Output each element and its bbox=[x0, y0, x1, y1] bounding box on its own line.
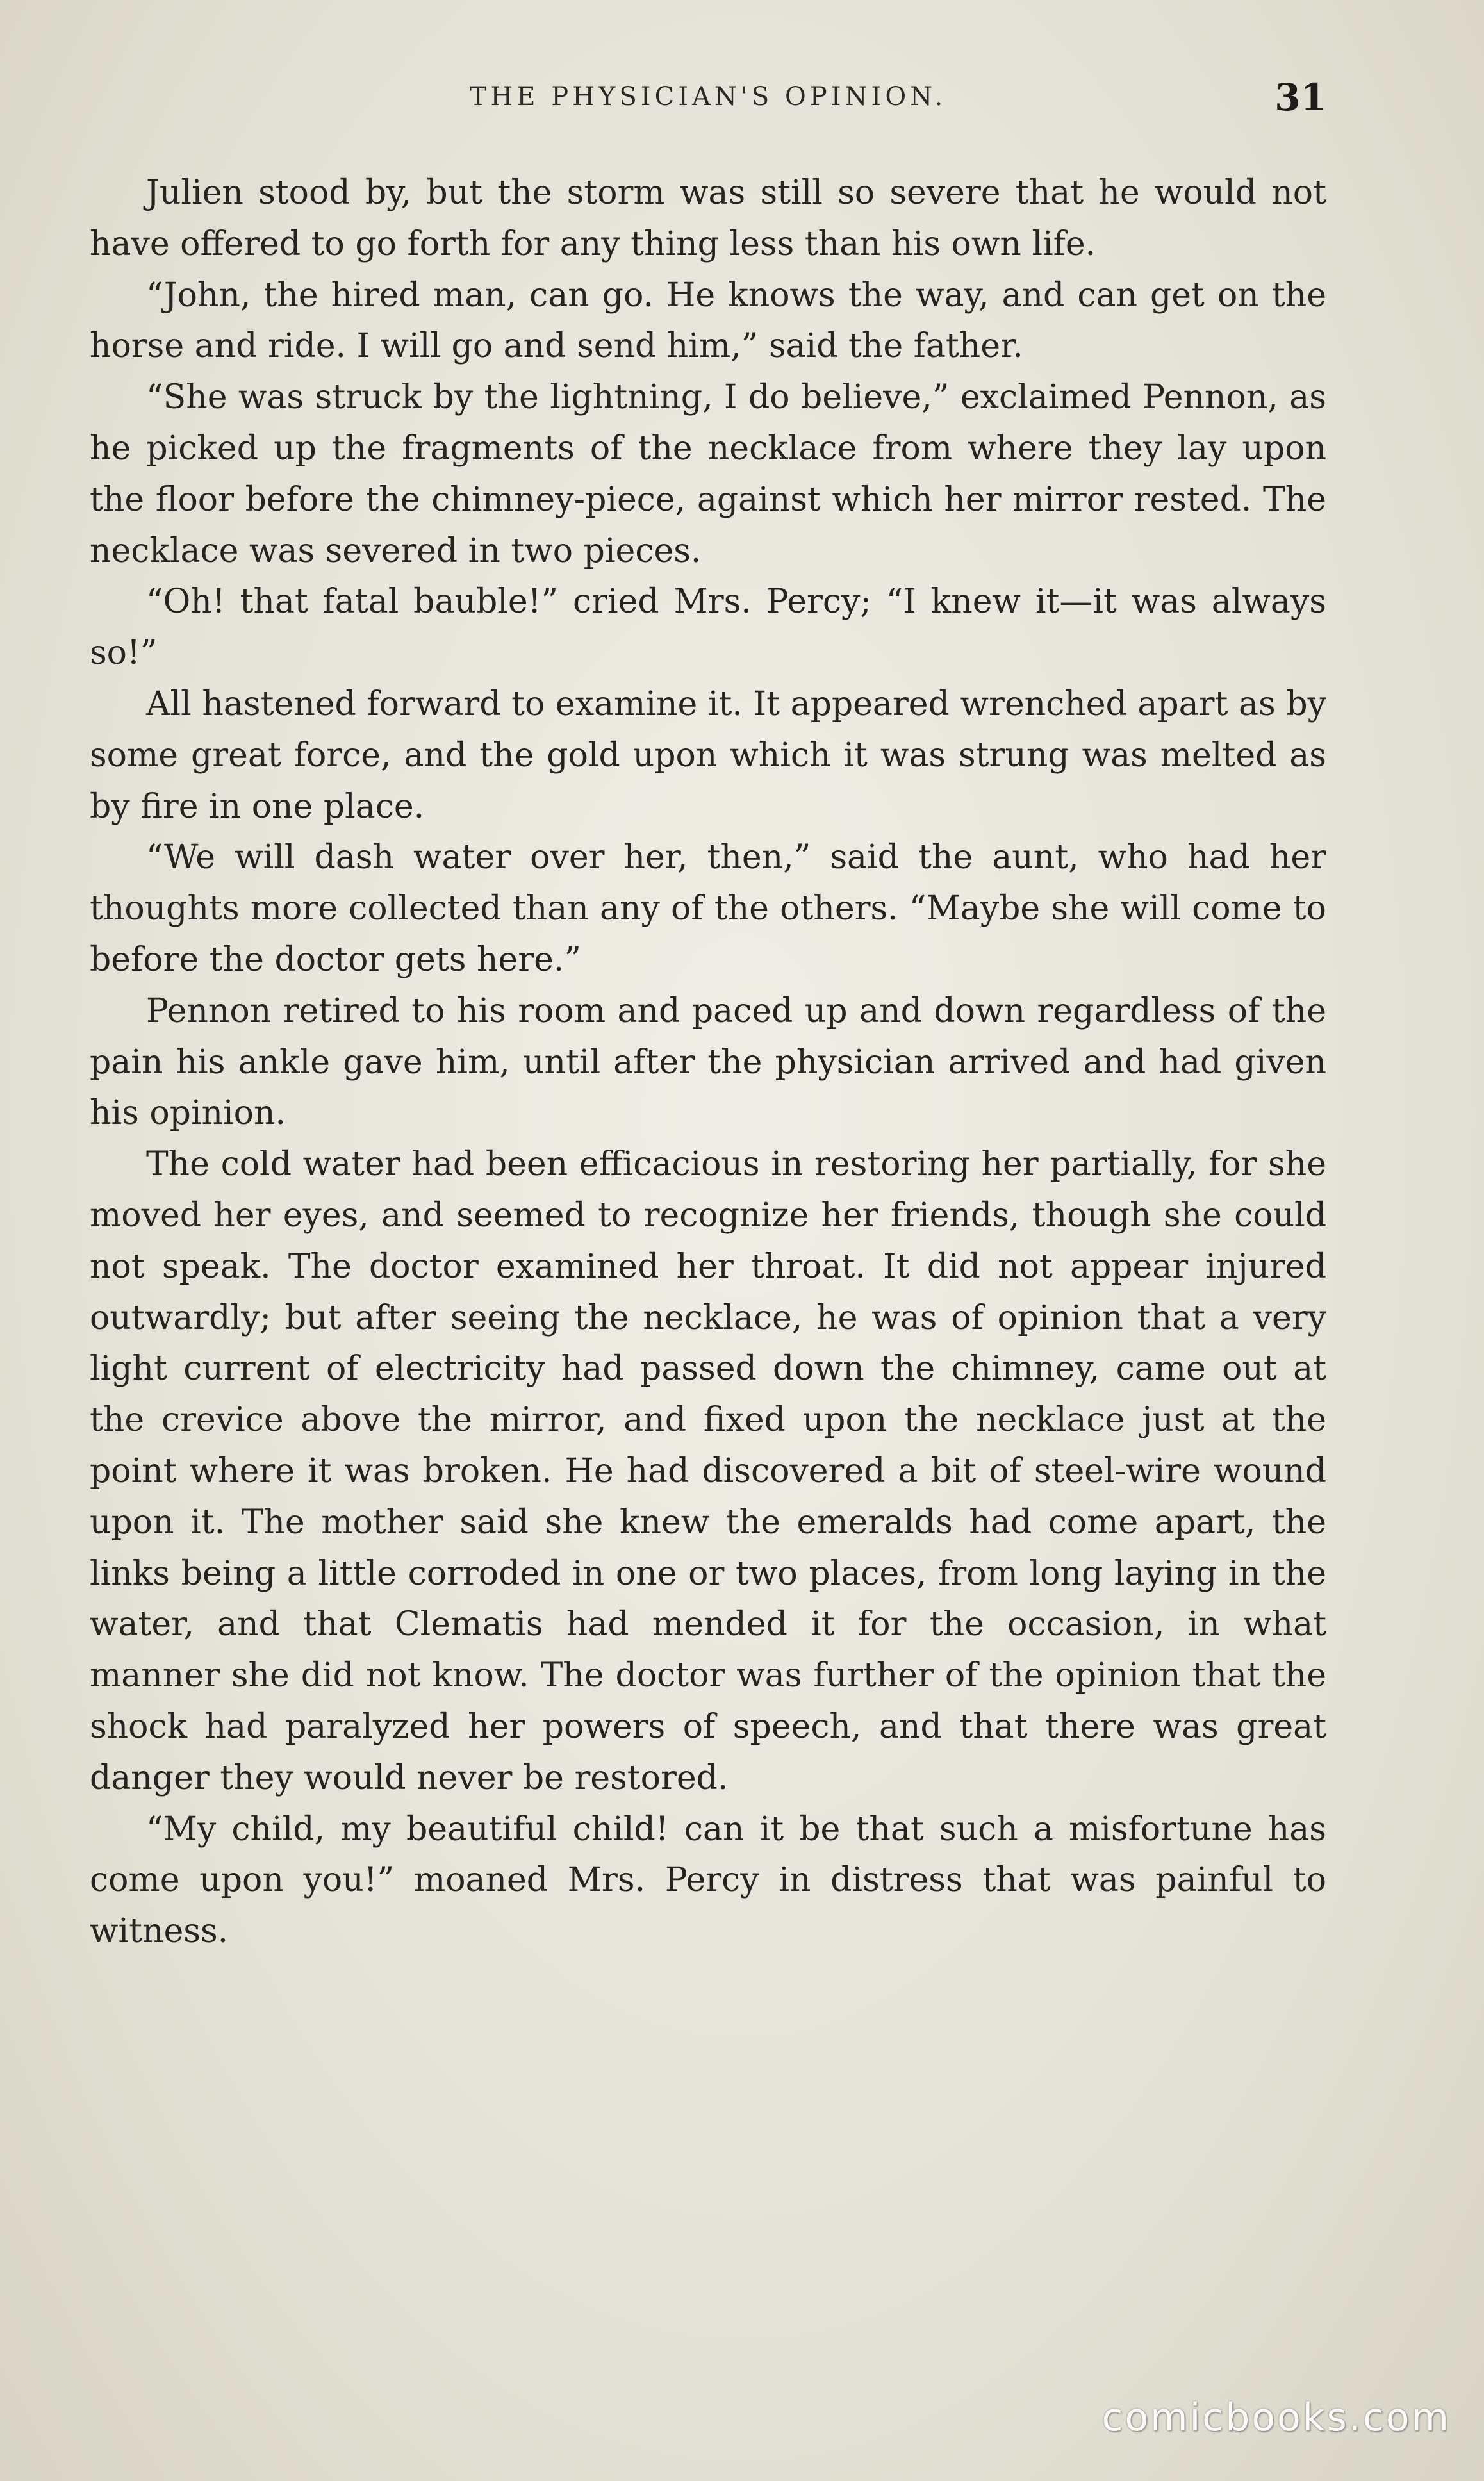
paragraph: “Oh! that fatal bauble!” cried Mrs. Percy; “I knew it—it was always so!” bbox=[90, 582, 1326, 673]
running-head bbox=[90, 76, 1326, 127]
paragraph: “We will dash water over her, then,” said the aunt, who had her thoughts more collected than any of the others. “Maybe she will come to before the doctor gets here.” bbox=[90, 838, 1326, 979]
paragraph: “John, the hired man, can go. He knows the way, and can get on the horse and ride. I will go and send him,” said the father. bbox=[90, 276, 1326, 366]
paragraph: Pennon retired to his room and paced up and down regardless of the pain his ankle gave him, until after the physician arrived and had given his opinion. bbox=[90, 991, 1326, 1133]
page-number: 31 bbox=[1274, 76, 1326, 119]
paragraph: All hastened forward to examine it. It appeared wrenched apart as by some great force, and the gold upon which it was strung was melted as by fire in one place. bbox=[90, 684, 1326, 826]
paragraph: Julien stood by, but the storm was still so severe that he would not have offered to go forth for any thing less than his own life. bbox=[90, 174, 1326, 263]
running-title: THE PHYSICIAN'S OPINION. bbox=[469, 82, 947, 111]
watermark: comicbooks.com bbox=[1101, 2395, 1451, 2440]
paragraph: The cold water had been efficacious in restoring her partially, for she moved her eyes, and seemed to recognize her friends, though she could not speak. The doctor examined her throat. It did not appear injured outwardly; but after seeing the necklace, he was of opinion that a very light current of electricity had passed down the chimney, came out at the crevice above the mirror, and fixed upon the necklace just at the point where it was broken. He had discovered a bit of steel-wire wound upon it. The mother said she knew the emeralds had come apart, the links being a little corroded in one or two places, from long laying in the water, and that Clematis had mended it for the occasion, in what manner she did not know. The doctor was further of the opinion that the shock had paralyzed her powers of speech, and that there was great danger they would never be restored. bbox=[90, 1145, 1326, 1797]
paragraph: “My child, my beautiful child! can it be that such a misfortune has come upon you!” moaned Mrs. Percy in distress that was painful to witness. bbox=[90, 1809, 1326, 1951]
body-text bbox=[90, 168, 1326, 1958]
paragraph: “She was struck by the lightning, I do believe,” exclaimed Pennon, as he picked up the fragments of the necklace from where they lay upon the floor before the chimney-piece, against which her mirror rested. The necklace was severed in two pieces. bbox=[90, 378, 1326, 570]
